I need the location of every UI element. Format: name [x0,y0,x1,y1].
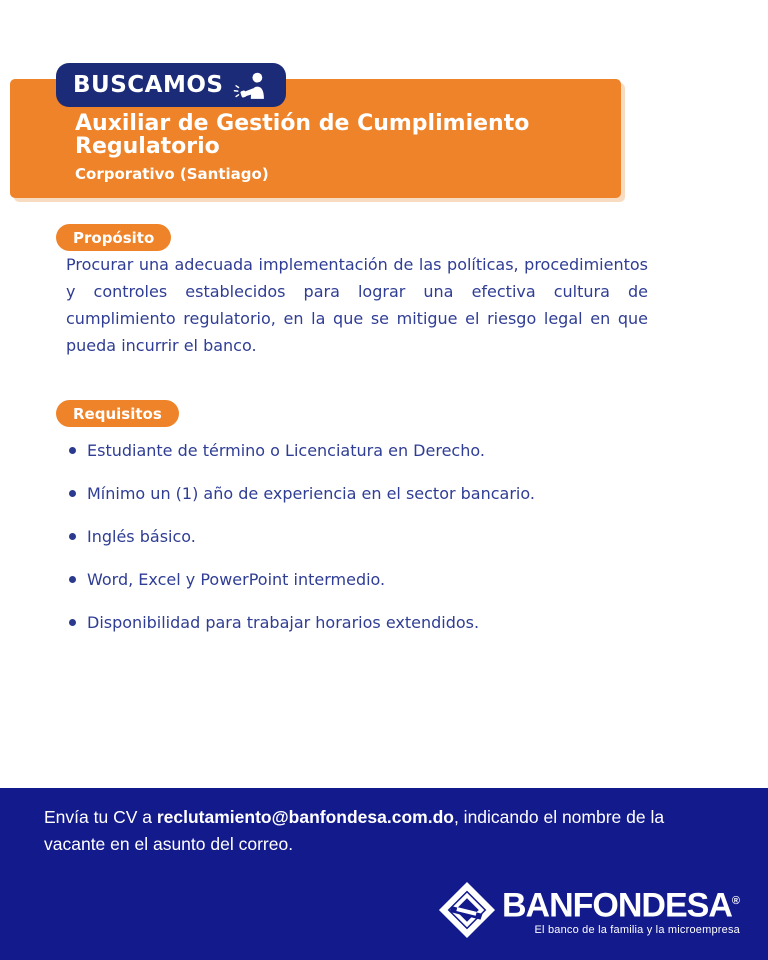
buscamos-label: BUSCAMOS [73,72,224,98]
banfondesa-diamond-icon [438,881,496,939]
cv-instruction [44,804,726,858]
brand-name [501,884,740,925]
cv-text-prefix: Envía tu CV a [44,807,157,827]
buscamos-badge [56,63,286,107]
requisito-item: Disponibilidad para trabajar horarios extendidos. [66,613,626,632]
requisito-item: Mínimo un (1) año de experiencia en el sector bancario. [66,484,626,503]
brand-wordmark: BANFONDESA [501,886,732,925]
requisitos-list [66,441,626,656]
proposito-badge [56,224,171,251]
requisito-item: Estudiante de término o Licenciatura en Derecho. [66,441,626,460]
job-location: Corporativo (Santiago) [75,165,269,183]
job-heading [75,112,605,183]
proposito-text: Procurar una adecuada implementación de las políticas, procedimientos y controles establecidos para lograr una efectiva cultura de cumplimiento regulatorio, en la que se mitigue el riesgo legal en que pueda incurrir el banco. [66,255,648,355]
requisito-item: Inglés básico. [66,527,626,546]
job-title: Auxiliar de Gestión de Cumplimiento Regulatorio [75,111,530,159]
requisitos-label: Requisitos [73,404,162,423]
proposito-label: Propósito [73,228,155,247]
requisitos-badge [56,400,179,427]
brand-logo [438,881,740,939]
cv-email-link[interactable]: reclutamiento@banfondesa.com.do [156,807,454,827]
announcer-icon [232,71,268,99]
footer-banner [0,788,768,960]
brand-tagline: El banco de la familia y la microempresa [534,923,740,936]
registered-mark: ® [731,895,740,908]
cv-text-suffix: , indicando el nombre de la vacante en el asunto del correo. [44,807,665,854]
requisito-item: Word, Excel y PowerPoint intermedio. [66,570,626,589]
brand-text [502,884,740,935]
